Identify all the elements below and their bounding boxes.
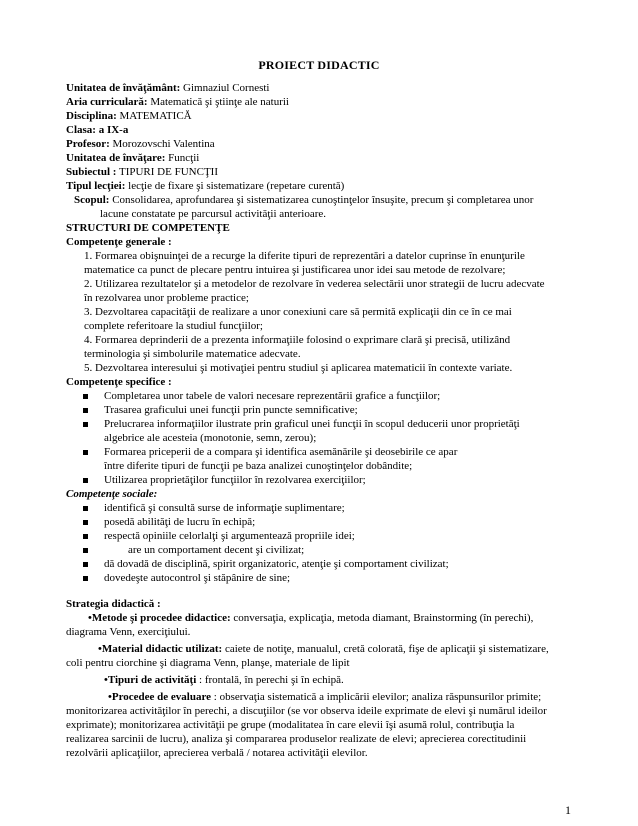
general-item-continued: terminologia şi simbolurile matematice adecvate. <box>84 348 301 360</box>
header-line-teacher: Profesor: Morozovschi Valentina <box>66 138 215 150</box>
social-item: identifică şi consultă surse de informaţie suplimentare; <box>104 502 345 515</box>
square-bullet-icon <box>83 548 88 553</box>
general-item: 4. Formarea deprinderii de a prezenta informaţiile folosind o exprimare clară şi precisă, utilizând <box>84 334 511 346</box>
general-item: 1. Formarea obişnuinţei de a recurge la diferite tipuri de reprezentări a datelor cuprinse în enunţurile <box>84 250 525 262</box>
specific-item: Completarea unor tabele de valori necesare reprezentării grafice a funcţiilor; <box>104 390 440 403</box>
evaluation-line-continued: rezolvării aplicaţiilor, aprecierea verbală / notarea activităţii elevilor. <box>66 747 368 759</box>
social-item: respectă opiniile celorlalţi şi argumentează propriile idei; <box>104 530 355 543</box>
header-line-unit: Unitatea de învăţare: Funcţii <box>66 152 200 164</box>
general-item-continued: matematice ca punct de plecare pentru intuirea şi justificarea unor idei sau metode de rezolvare; <box>84 264 506 276</box>
square-bullet-icon <box>83 422 88 427</box>
methods-line-continued: diagrama Venn, exerciţiului. <box>66 626 191 638</box>
evaluation-line-continued: realizarea sarcinii de lucru), analiza şi compararea produselor realizate de elevi; aprecierea corectitudinii <box>66 733 527 745</box>
square-bullet-icon <box>83 576 88 581</box>
social-item: dovedeşte autocontrol şi stăpânire de sine; <box>104 572 290 585</box>
evaluation-line: •Procedee de evaluare : observaţia sistematică a implicării elevilor; analiza răspunsurilor primite; <box>108 691 542 703</box>
square-bullet-icon <box>83 408 88 413</box>
specific-item: Trasarea graficului unei funcţii prin puncte semnificative; <box>104 404 358 417</box>
material-line-continued: coli pentru ciorchine şi diagrama Venn, planşe, materiale de lipit <box>66 657 350 669</box>
page-number: 1 <box>565 803 571 817</box>
general-item-continued: complete referitoare la studiul funcţiilor; <box>84 320 263 332</box>
scope-line-continued: lacune constatate pe parcursul activităţii anterioare. <box>100 208 326 220</box>
page-title: PROIECT DIDACTIC <box>258 58 380 72</box>
specific-item-continued: algebrice ale acesteia (monotonie, semn, zerou); <box>104 432 317 444</box>
general-item: 2. Utilizarea rezultatelor şi a metodelor de rezolvare în vederea selectării unor strategii de lucru adecvate <box>84 278 545 290</box>
methods-line: •Metode şi procedee didactice: conversaţia, explicaţia, metoda diamant, Brainstorming (în perechi), <box>88 612 534 624</box>
social-item: are un comportament decent şi civilizat; <box>128 544 304 557</box>
evaluation-line-continued: monitorizarea activităţilor în perechi, a discuţiilor (se vor observa ideile exprimate de elevi şi numărul ideilor <box>66 705 547 717</box>
square-bullet-icon <box>83 394 88 399</box>
specific-item: Formarea priceperii de a compara şi identifica asemănările şi deosebirile ce apar <box>104 446 457 459</box>
scope-line: Scopul: Consolidarea, aprofundarea şi sistematizarea cunoştinţelor însuşite, precum şi completarea unor <box>74 194 534 206</box>
general-item: 5. Dezvoltarea interesului şi motivaţiei pentru studiul şi aplicarea matematicii în contexte variate. <box>84 362 513 374</box>
header-line-school: Unitatea de învăţământ: Gimnaziul Cornesti <box>66 82 270 94</box>
structure-heading: STRUCTURI DE COMPETENŢE <box>66 222 230 234</box>
specific-competences-heading: Competenţe specifice : <box>66 376 172 388</box>
square-bullet-icon <box>83 562 88 567</box>
general-item: 3. Dezvoltarea capacităţii de realizare a unor conexiuni care să permită explicaţii din ce în ce mai <box>84 306 512 318</box>
general-competences-heading: Competenţe generale : <box>66 236 172 248</box>
header-line-lesson-type: Tipul lecţiei: lecţie de fixare şi sistematizare (repetare curentă) <box>66 180 345 192</box>
square-bullet-icon <box>83 506 88 511</box>
specific-item: Utilizarea proprietăţilor funcţiilor în rezolvarea exerciţiilor; <box>104 474 366 487</box>
activities-line: •Tipuri de activităţi : frontală, în perechi şi în echipă. <box>104 674 344 686</box>
strategy-heading: Strategia didactică : <box>66 598 161 610</box>
social-competences-heading: Competenţe sociale: <box>66 488 158 500</box>
square-bullet-icon <box>83 534 88 539</box>
header-line-discipline: Disciplina: MATEMATICĂ <box>66 110 192 122</box>
specific-item: Prelucrarea informaţiilor ilustrate prin graficul unei funcţii în scopul deducerii unor proprietăţi <box>104 418 520 431</box>
header-line-subject: Subiectul : TIPURI DE FUNCŢII <box>66 166 218 178</box>
header-line-class: Clasa: a IX-a <box>66 124 129 136</box>
material-line: •Material didactic utilizat: caiete de notiţe, manualul, cretă colorată, fişe de aplicaţii şi sistematizare, <box>98 643 549 655</box>
evaluation-line-continued: exprimate); monitorizarea activităţii pe grupe (modalitatea în care elevii îşi asumă rolul, contribuţia la <box>66 719 515 731</box>
specific-item-continued: între diferite tipuri de funcţii pe baza analizei cunoştinţelor dobândite; <box>104 460 413 472</box>
general-item-continued: în rezolvarea unor probleme practice; <box>84 292 249 304</box>
social-item: posedă abilităţi de lucru în echipă; <box>104 516 255 529</box>
square-bullet-icon <box>83 478 88 483</box>
header-line-area: Aria curriculară: Matematică şi ştiinţe ale naturii <box>66 96 289 108</box>
social-item: dă dovadă de disciplină, spirit organizatoric, atenţie şi comportament civilizat; <box>104 558 449 571</box>
square-bullet-icon <box>83 450 88 455</box>
square-bullet-icon <box>83 520 88 525</box>
